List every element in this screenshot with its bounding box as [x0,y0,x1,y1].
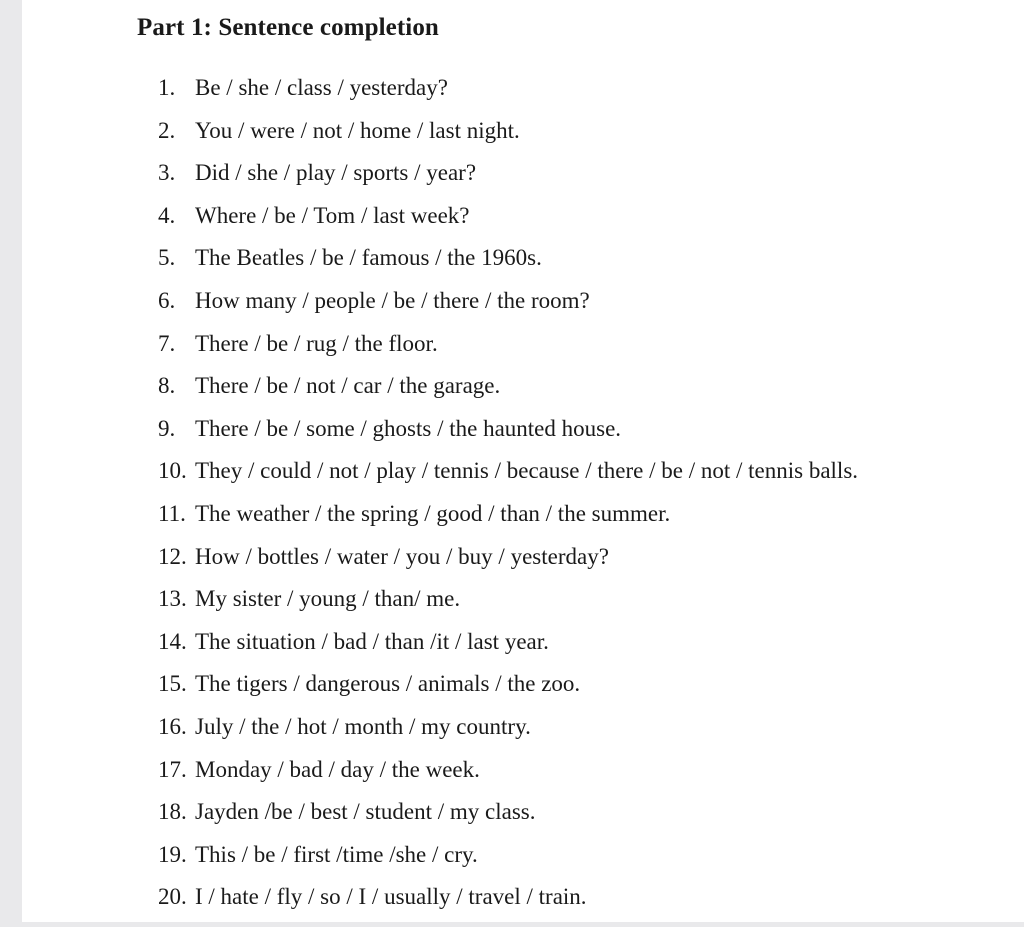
item-text: My sister / young / than/ me. [195,586,461,612]
item-text: I / hate / fly / so / I / usually / travel / train. [195,884,587,910]
list-item [158,799,858,842]
list-item [158,714,858,757]
item-number: 3. [158,160,176,186]
item-text: Did / she / play / sports / year? [195,160,477,186]
item-number: 4. [158,202,176,228]
item-number: 15. [158,671,187,697]
item-text: The Beatles / be / famous / the 1960s. [195,245,542,271]
item-text: How / bottles / water / you / buy / yesterday? [195,543,609,569]
list-item [158,245,858,288]
item-text: July / the / hot / month / my country. [195,713,531,739]
item-text: How many / people / be / there / the room? [195,287,590,313]
list-item [158,75,858,118]
list-item [158,288,858,331]
list-item [158,458,858,501]
item-number: 8. [158,373,176,399]
document-page [22,0,1024,922]
item-text: This / be / first /time /she / cry. [195,841,478,867]
page-title: Part 1: Sentence completion [137,14,439,41]
sentence-list [158,75,858,927]
list-item [158,842,858,885]
list-item [158,416,858,459]
item-number: 17. [158,756,187,782]
list-item [158,331,858,374]
item-text: The situation / bad / than /it / last year. [195,628,549,654]
item-number: 12. [158,543,187,569]
item-text: Jayden /be / best / student / my class. [195,799,536,825]
item-number: 1. [158,75,176,100]
list-item [158,203,858,246]
item-text: There / be / not / car / the garage. [195,373,501,399]
list-item [158,671,858,714]
item-text: There / be / some / ghosts / the haunted house. [195,415,622,441]
item-number: 10. [158,458,187,484]
list-item [158,884,858,927]
item-number: 18. [158,799,187,825]
item-number: 5. [158,245,176,271]
item-text: There / be / rug / the floor. [195,330,438,356]
item-number: 19. [158,841,187,867]
list-item [158,118,858,161]
item-text: They / could / not / play / tennis / because / there / be / not / tennis balls. [195,458,859,484]
item-number: 11. [158,500,186,526]
item-number: 13. [158,586,187,612]
item-number: 9. [158,415,176,441]
list-item [158,160,858,203]
list-item [158,501,858,544]
item-number: 14. [158,628,187,654]
item-number: 2. [158,117,176,143]
list-item [158,544,858,587]
list-item [158,629,858,672]
item-text: Where / be / Tom / last week? [195,202,470,228]
item-text: The weather / the spring / good / than / the summer. [195,500,671,526]
item-text: The tigers / dangerous / animals / the zoo. [195,671,581,697]
item-number: 6. [158,287,176,313]
item-text: Be / she / class / yesterday? [195,75,448,100]
item-text: Monday / bad / day / the week. [195,756,480,782]
item-number: 20. [158,884,187,910]
item-number: 16. [158,713,187,739]
list-item [158,373,858,416]
list-item [158,757,858,800]
item-number: 7. [158,330,176,356]
list-item [158,586,858,629]
item-text: You / were / not / home / last night. [195,117,520,143]
